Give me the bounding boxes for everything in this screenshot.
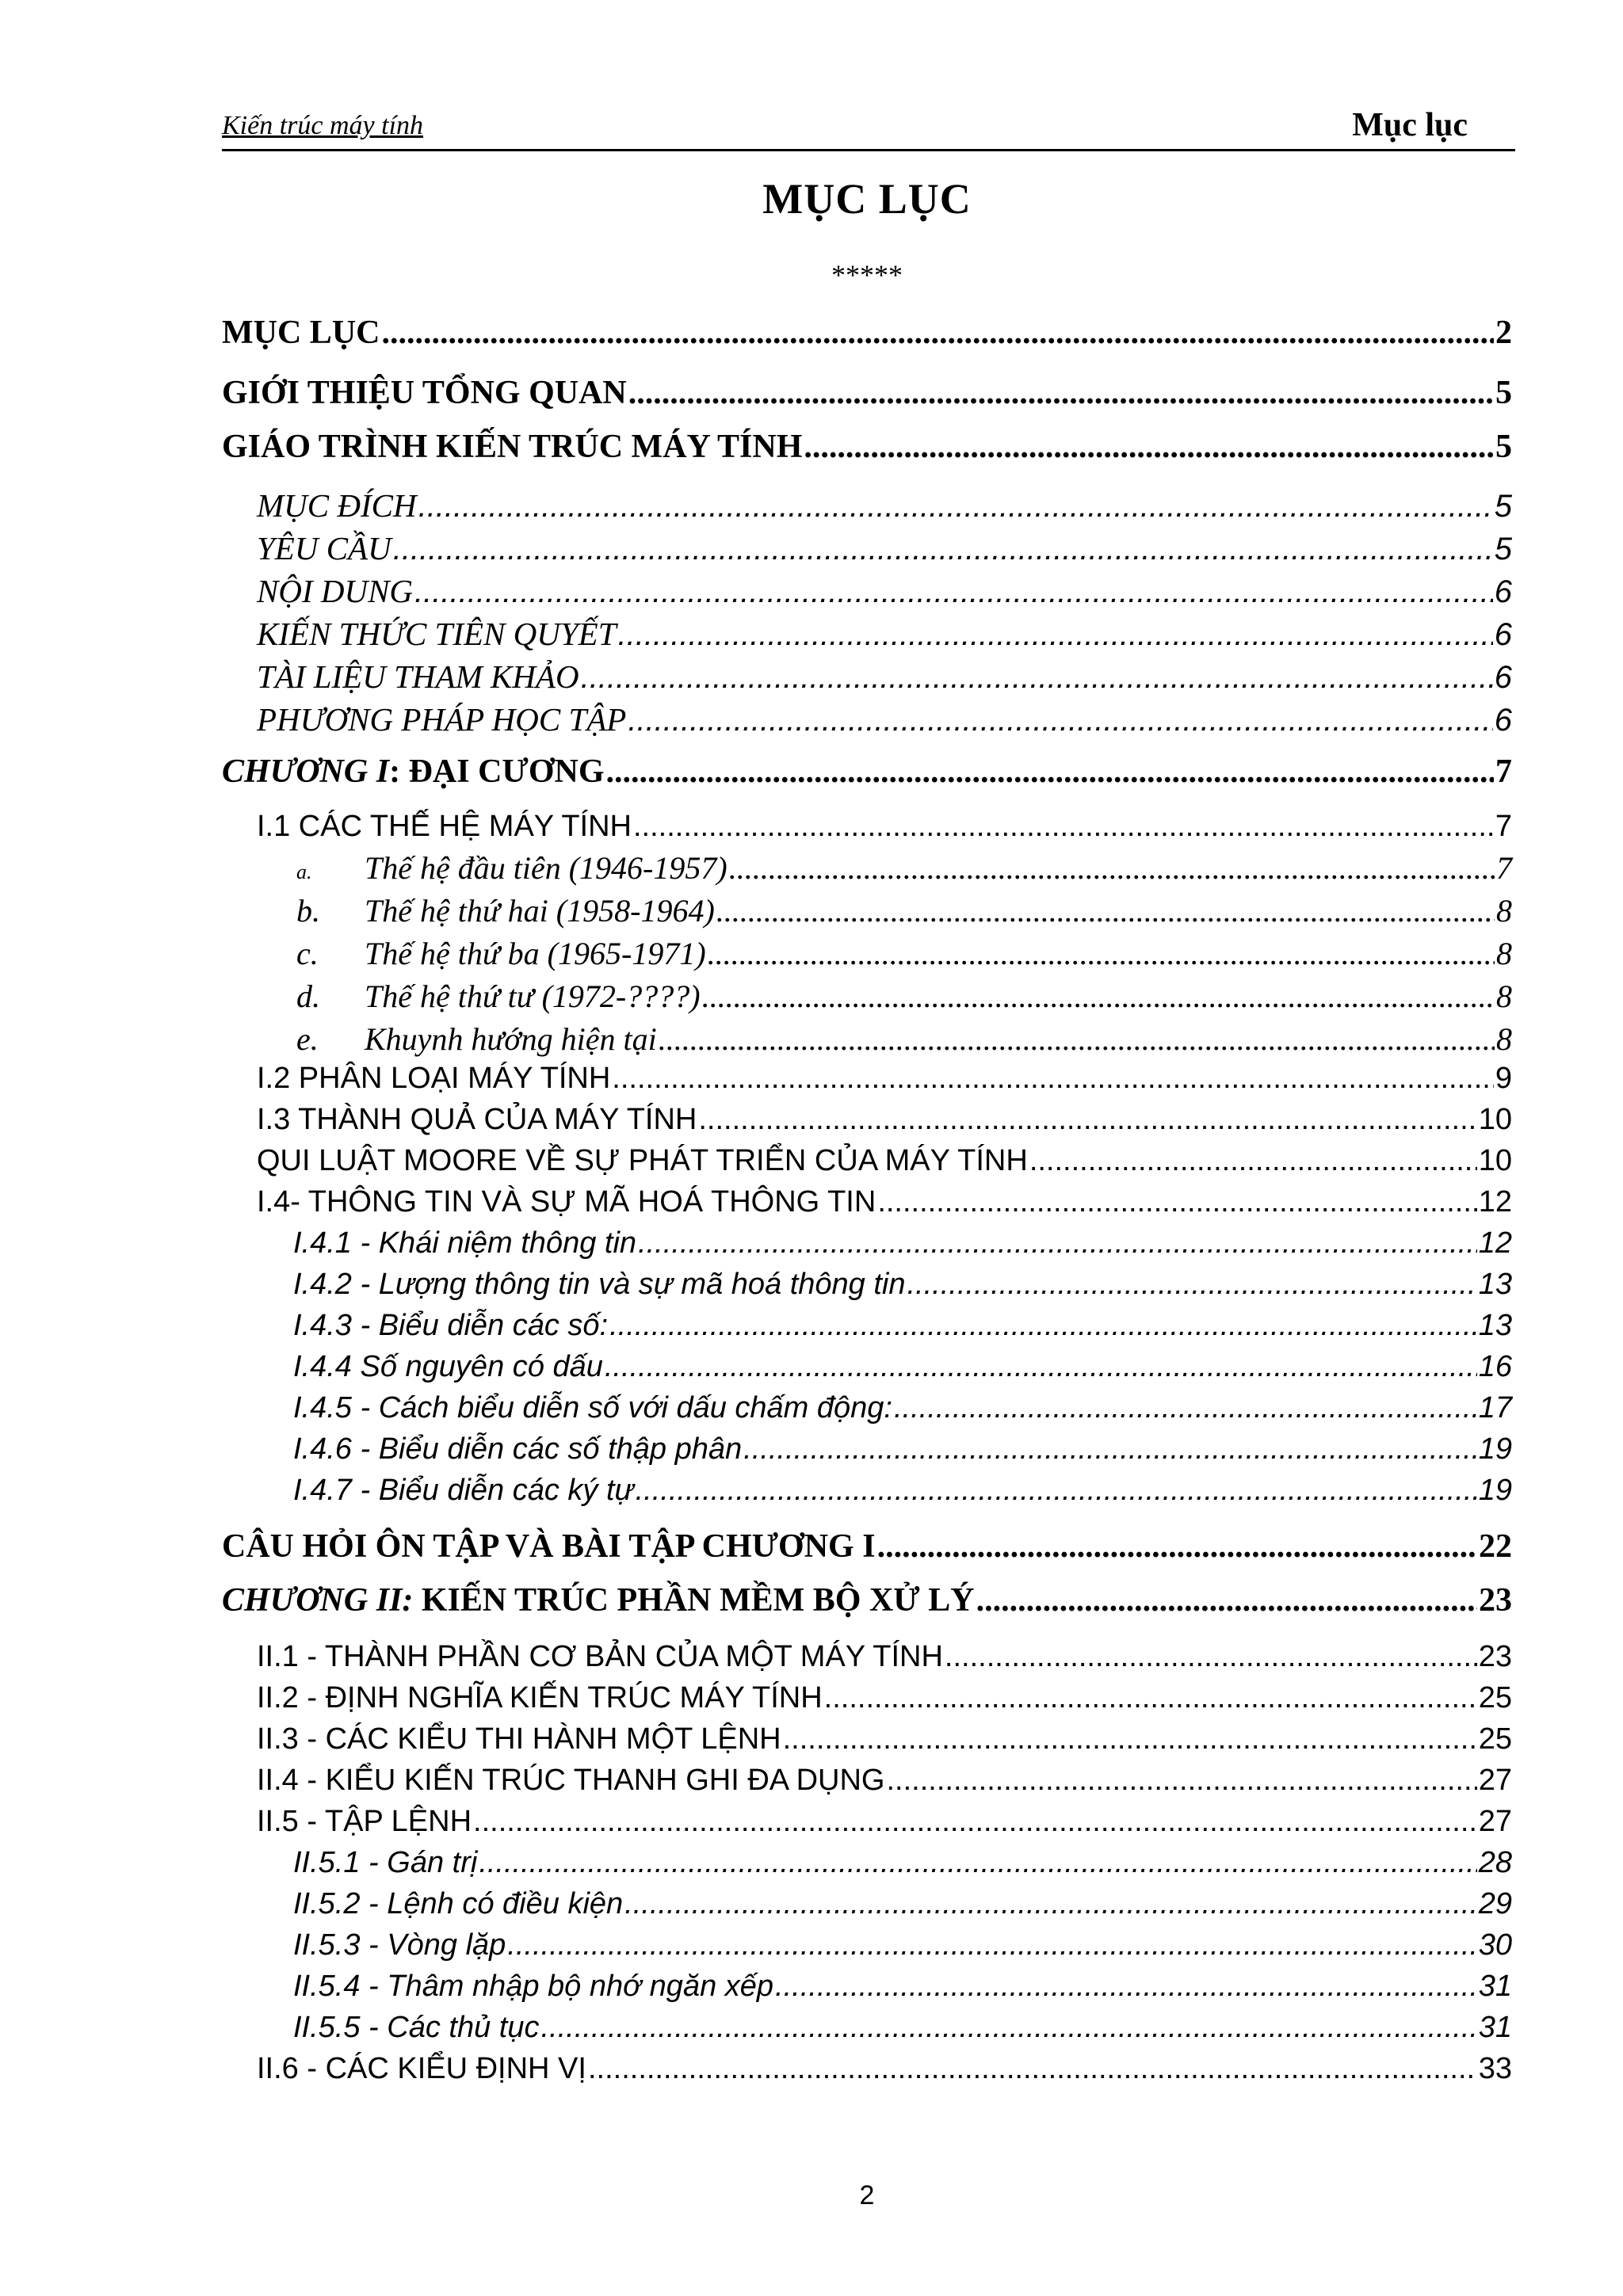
toc-entry[interactable] — [222, 314, 1512, 352]
toc-entry-title: I.1 CÁC THẾ HỆ MÁY TÍNH — [257, 810, 632, 843]
toc-leader — [775, 1970, 1477, 2004]
toc-entry[interactable] — [222, 1527, 1512, 1566]
toc-leader — [708, 935, 1495, 972]
toc-leader — [414, 574, 1493, 610]
toc-entry[interactable] — [293, 1309, 1512, 1343]
entry-letter: e. — [296, 1021, 319, 1057]
chapter-title: KIẾN TRÚC PHẦN MỀM BỘ XỬ LÝ — [413, 1582, 975, 1619]
toc-entry-page: 17 — [1478, 1391, 1512, 1425]
toc-leader — [479, 1846, 1476, 1880]
header-book-title: Kiến trúc máy tính — [222, 111, 424, 140]
toc-entry-page: 5 — [1495, 429, 1512, 465]
toc-entry-page: 16 — [1478, 1350, 1512, 1383]
toc-leader — [877, 1527, 1477, 1566]
toc-leader — [628, 374, 1494, 412]
toc-entry-title: II.1 - THÀNH PHẦN CƠ BẢN CỦA MỘT MÁY TÍNH — [257, 1640, 943, 1673]
toc-entry-page: 28 — [1478, 1846, 1512, 1879]
toc-entry[interactable] — [257, 1805, 1512, 1839]
toc-entry-page: 9 — [1495, 1062, 1512, 1095]
toc-entry-title: II.5.3 - Vòng lặp — [293, 1928, 506, 1962]
toc-entry[interactable] — [222, 374, 1512, 412]
toc-entry-page: 13 — [1478, 1268, 1512, 1301]
toc-leader — [887, 1764, 1477, 1798]
toc-entry-page: 29 — [1478, 1887, 1512, 1920]
entry-text: Thế hệ thứ tư (1972-????) — [365, 978, 701, 1014]
toc-leader — [638, 1226, 1477, 1261]
entry-letter: d. — [296, 978, 320, 1014]
toc-entry-title — [222, 753, 605, 791]
toc-leader — [605, 1350, 1477, 1384]
toc-entry-title — [296, 1020, 657, 1058]
toc-entry[interactable] — [293, 1268, 1512, 1302]
entry-text: Thế hệ thứ ba (1965-1971) — [365, 936, 706, 971]
toc-entry-page: 12 — [1478, 1226, 1512, 1260]
page-title: MỤC LỤC — [762, 175, 972, 223]
toc-entry-page: 25 — [1478, 1722, 1512, 1756]
toc-leader — [698, 1103, 1476, 1137]
toc-entry-title: I.4.2 - Lượng thông tin và sự mã hoá thông tin — [293, 1268, 906, 1301]
toc-entry[interactable] — [257, 529, 1512, 567]
toc-entry-title: MỤC LỤC — [222, 315, 380, 351]
toc-entry-title — [296, 935, 706, 972]
chapter-prefix: CHƯƠNG II: — [222, 1582, 414, 1619]
toc-entry-page: 23 — [1478, 1640, 1512, 1673]
toc-entry-title: I.4- THÔNG TIN VÀ SỰ MÃ HOÁ THÔNG TIN — [257, 1185, 876, 1219]
toc-entry-title: MỤC ĐÍCH — [257, 487, 417, 524]
toc-entry-title: YÊU CẦU — [257, 530, 391, 566]
toc-entry[interactable] — [257, 1062, 1512, 1096]
toc-entry[interactable] — [257, 1681, 1512, 1715]
toc-leader — [716, 892, 1495, 929]
toc-entry-title: I.2 PHÂN LOẠI MÁY TÍNH — [257, 1062, 611, 1095]
toc-entry-title — [296, 892, 715, 929]
toc-entry-page: 31 — [1478, 2011, 1512, 2044]
toc-leader — [473, 1805, 1477, 1839]
toc-entry-page: 7 — [1495, 753, 1512, 790]
title-separator: ***** — [831, 259, 903, 291]
toc-entry-page: 19 — [1478, 1432, 1512, 1466]
toc-leader — [581, 660, 1493, 696]
toc-entry-title: QUI LUẬT MOORE VỀ SỰ PHÁT TRIỂN CỦA MÁY TÍNH — [257, 1144, 1028, 1177]
toc-entry-page: 10 — [1478, 1144, 1512, 1177]
entry-letter: c. — [296, 936, 319, 971]
toc-entry[interactable] — [296, 892, 1512, 929]
toc-entry-page: 5 — [1495, 375, 1512, 411]
toc-leader — [824, 1681, 1477, 1715]
toc-entry[interactable] — [257, 1764, 1512, 1798]
toc-entry-page: 6 — [1494, 574, 1512, 609]
toc-leader — [393, 532, 1493, 567]
toc-entry-title: II.2 - ĐỊNH NGHĨA KIẾN TRÚC MÁY TÍNH — [257, 1681, 823, 1714]
toc-entry-title: II.4 - KIỂU KIẾN TRÚC THANH GHI ĐA DỤNG — [257, 1764, 885, 1797]
toc-entry[interactable] — [257, 486, 1512, 524]
toc-entry-title: II.6 - CÁC KIỂU ĐỊNH VỊ — [257, 2052, 586, 2085]
toc-leader — [636, 1474, 1477, 1508]
toc-entry[interactable] — [293, 1432, 1512, 1466]
toc-entry-page: 7 — [1496, 850, 1512, 886]
toc-leader — [1029, 1144, 1477, 1178]
header-section-title: Mục lục — [1352, 107, 1468, 143]
toc-entry-title: I.4.3 - Biểu diễn các số: — [293, 1309, 609, 1342]
toc-leader — [743, 1432, 1477, 1466]
toc-entry-title: GIÁO TRÌNH KIẾN TRÚC MÁY TÍNH — [222, 429, 803, 465]
chapter-title: : ĐẠI CƯƠNG — [389, 753, 605, 790]
toc-entry-page: 33 — [1478, 2052, 1512, 2085]
toc-entry[interactable] — [296, 849, 1512, 887]
toc-entry[interactable] — [293, 2011, 1512, 2045]
toc-leader — [729, 849, 1495, 887]
toc-entry-page: 27 — [1478, 1805, 1512, 1838]
entry-text: Thế hệ thứ hai (1958-1964) — [365, 893, 715, 929]
toc-entry-page: 7 — [1495, 810, 1512, 843]
toc-entry[interactable] — [296, 978, 1512, 1015]
toc-entry-title: II.5.4 - Thâm nhập bộ nhớ ngăn xếp — [293, 1970, 774, 2003]
toc-leader — [507, 1928, 1476, 1962]
toc-entry-title — [296, 978, 701, 1015]
toc-entry[interactable] — [293, 1226, 1512, 1261]
toc-entry[interactable] — [296, 1020, 1512, 1058]
toc-entry-title: I.4.6 - Biểu diễn các số thập phân — [293, 1432, 743, 1466]
toc-entry[interactable] — [293, 1970, 1512, 2004]
toc-leader — [783, 1722, 1477, 1756]
toc-entry-page: 25 — [1478, 1681, 1512, 1714]
entry-text: Khuynh hướng hiện tại — [365, 1021, 657, 1057]
toc-entry-title: II.3 - CÁC KIỂU THI HÀNH MỘT LỆNH — [257, 1722, 781, 1756]
toc-entry[interactable] — [257, 700, 1512, 738]
toc-leader — [588, 2052, 1477, 2086]
toc-entry-title: I.3 THÀNH QUẢ CỦA MÁY TÍNH — [257, 1103, 697, 1136]
toc-entry-title: TÀI LIỆU THAM KHẢO — [257, 658, 579, 695]
toc-leader — [612, 1062, 1494, 1096]
toc-entry-page: 31 — [1478, 1970, 1512, 2003]
toc-leader — [633, 810, 1494, 844]
toc-entry-title: I.4.5 - Cách biểu diễn số với dấu chấm động: — [293, 1391, 892, 1425]
toc-entry-title: KIẾN THỨC TIÊN QUYẾT — [257, 616, 617, 652]
toc-entry[interactable] — [293, 1846, 1512, 1880]
toc-entry-page: 19 — [1478, 1474, 1512, 1507]
toc-leader — [606, 753, 1495, 791]
toc-entry-page: 10 — [1478, 1103, 1512, 1136]
toc-entry[interactable] — [257, 2052, 1512, 2086]
toc-entry[interactable] — [293, 1928, 1512, 1962]
entry-text: Thế hệ đầu tiên (1946-1957) — [365, 850, 727, 886]
toc-leader — [628, 703, 1492, 738]
toc-entry-page: 23 — [1479, 1582, 1512, 1619]
toc-leader — [894, 1391, 1477, 1425]
toc-leader — [609, 1309, 1477, 1343]
toc-entry-title — [222, 1581, 975, 1619]
toc-entry-title: NỘI DUNG — [257, 573, 414, 609]
toc-leader — [976, 1581, 1477, 1619]
toc-entry-title: II.5.5 - Các thủ tục — [293, 2011, 540, 2044]
toc-entry-title: II.5.2 - Lệnh có điều kiện — [293, 1887, 624, 1920]
toc-entry-page: 5 — [1494, 532, 1512, 566]
toc-entry[interactable] — [222, 1581, 1512, 1619]
toc-entry-page: 8 — [1496, 1021, 1512, 1057]
chapter-prefix: CHƯƠNG I — [222, 753, 390, 790]
page-number: 2 — [859, 2180, 875, 2210]
toc-leader — [540, 2011, 1476, 2045]
toc-entry-title: I.4.4 Số nguyên có dấu — [293, 1350, 603, 1383]
toc-entry[interactable] — [293, 1350, 1512, 1384]
toc-entry-page: 5 — [1494, 489, 1512, 524]
toc-entry-page: 6 — [1494, 660, 1512, 695]
toc-entry-page: 27 — [1478, 1764, 1512, 1797]
toc-leader — [618, 617, 1493, 653]
toc-entry[interactable] — [257, 1640, 1512, 1674]
toc-leader — [907, 1268, 1477, 1302]
toc-entry[interactable] — [257, 810, 1512, 844]
toc-entry[interactable] — [222, 428, 1512, 466]
toc-entry-title: I.4.1 - Khái niệm thông tin — [293, 1226, 637, 1260]
toc-leader — [804, 428, 1494, 466]
toc-entry[interactable] — [293, 1887, 1512, 1921]
toc-entry[interactable] — [293, 1474, 1512, 1508]
toc-entry-title: II.5.1 - Gán trị — [293, 1846, 478, 1879]
toc-entry-page: 13 — [1478, 1309, 1512, 1342]
toc-leader — [945, 1640, 1477, 1674]
toc-entry[interactable] — [296, 935, 1512, 972]
toc-entry[interactable] — [257, 1144, 1512, 1178]
toc-leader — [702, 978, 1495, 1015]
toc-entry[interactable] — [257, 615, 1512, 653]
toc-entry[interactable] — [293, 1391, 1512, 1425]
toc-leader — [659, 1020, 1495, 1058]
toc-entry-page: 8 — [1496, 936, 1512, 971]
toc-entry-page: 2 — [1495, 315, 1512, 351]
entry-letter: a. — [296, 860, 312, 883]
toc-entry-page: 8 — [1496, 893, 1512, 929]
toc-entry-page: 8 — [1496, 978, 1512, 1014]
toc-entry[interactable] — [257, 1103, 1512, 1137]
toc-entry-page: 6 — [1494, 703, 1512, 738]
toc-entry-title: PHƯƠNG PHÁP HỌC TẬP — [257, 701, 627, 738]
toc-leader — [418, 489, 1493, 524]
toc-entry[interactable] — [257, 1185, 1512, 1219]
toc-entry-title: CÂU HỎI ÔN TẬP VÀ BÀI TẬP CHƯƠNG I — [222, 1528, 876, 1565]
toc-entry-title: II.5 - TẬP LỆNH — [257, 1805, 472, 1838]
toc-leader — [624, 1887, 1477, 1921]
entry-letter: b. — [296, 893, 320, 929]
toc-entry-title — [296, 849, 727, 887]
toc-entry-page: 12 — [1478, 1185, 1512, 1219]
toc-entry[interactable] — [257, 1722, 1512, 1756]
toc-entry-title: I.4.7 - Biểu diễn các ký tự — [293, 1474, 634, 1507]
toc-entry-page: 6 — [1494, 617, 1512, 652]
toc-leader — [381, 314, 1494, 352]
toc-entry[interactable] — [257, 572, 1512, 610]
toc-leader — [877, 1185, 1476, 1219]
toc-entry-page: 22 — [1479, 1528, 1512, 1565]
toc-entry-page: 30 — [1478, 1928, 1512, 1962]
toc-entry[interactable] — [222, 753, 1512, 791]
toc-entry-title: GIỚI THIỆU TỔNG QUAN — [222, 375, 627, 411]
toc-entry[interactable] — [257, 658, 1512, 696]
